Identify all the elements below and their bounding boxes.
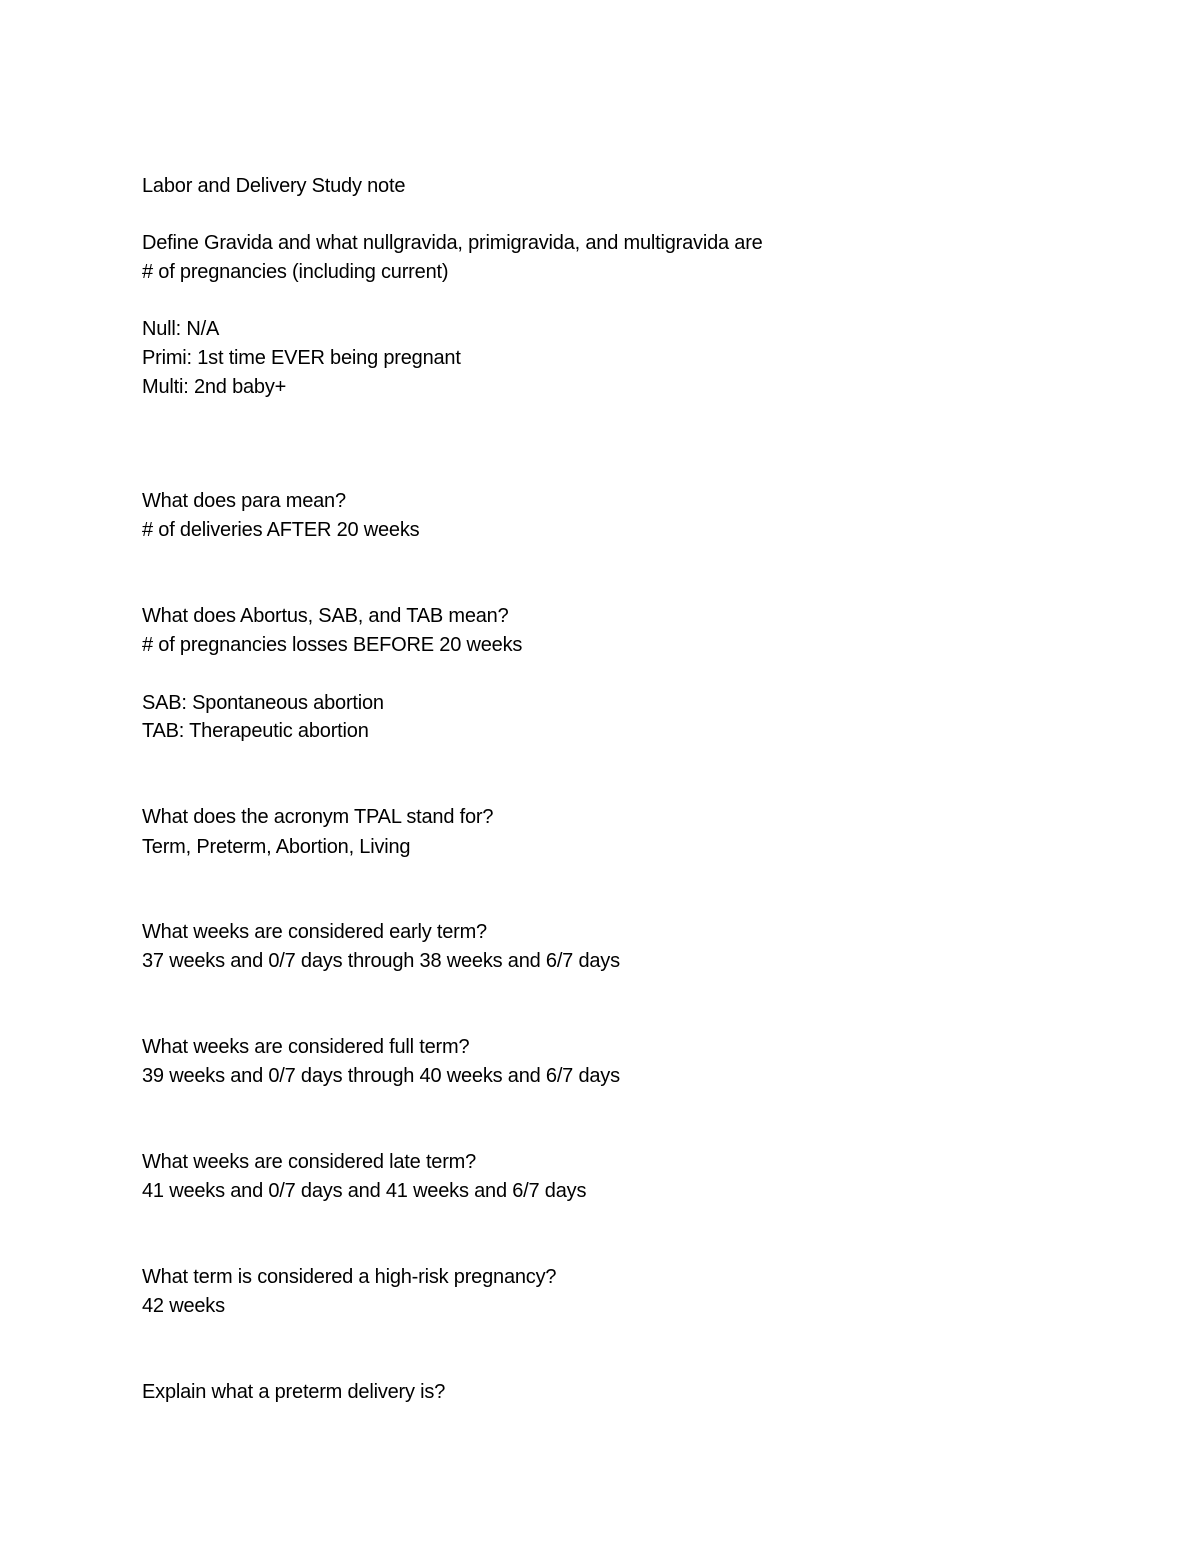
answer-high-risk: 42 weeks <box>142 1295 225 1317</box>
answer-abortus: # of pregnancies losses BEFORE 20 weeks <box>142 634 523 656</box>
answer-tpal: Term, Preterm, Abortion, Living <box>142 836 411 858</box>
answer-multi: Multi: 2nd baby+ <box>142 376 287 398</box>
question-preterm: Explain what a preterm delivery is? <box>142 1381 446 1403</box>
answer-late-term: 41 weeks and 0/7 days and 41 weeks and 6/7 days <box>142 1180 587 1202</box>
answer-tab: TAB: Therapeutic abortion <box>142 720 369 742</box>
answer-null: Null: N/A <box>142 318 220 340</box>
answer-gravida: # of pregnancies (including current) <box>142 261 449 283</box>
answer-full-term: 39 weeks and 0/7 days through 40 weeks and 6/7 days <box>142 1065 620 1087</box>
question-gravida: Define Gravida and what nullgravida, primigravida, and multigravida are <box>142 232 763 254</box>
question-tpal: What does the acronym TPAL stand for? <box>142 806 494 828</box>
answer-primi: Primi: 1st time EVER being pregnant <box>142 347 461 369</box>
question-high-risk: What term is considered a high-risk pregnancy? <box>142 1266 557 1288</box>
question-early-term: What weeks are considered early term? <box>142 921 487 943</box>
question-full-term: What weeks are considered full term? <box>142 1036 470 1058</box>
document-title: Labor and Delivery Study note <box>142 175 406 197</box>
question-para: What does para mean? <box>142 490 346 512</box>
answer-sab: SAB: Spontaneous abortion <box>142 692 384 714</box>
answer-early-term: 37 weeks and 0/7 days through 38 weeks and 6/7 days <box>142 950 620 972</box>
question-late-term: What weeks are considered late term? <box>142 1151 477 1173</box>
question-abortus: What does Abortus, SAB, and TAB mean? <box>142 605 509 627</box>
answer-para: # of deliveries AFTER 20 weeks <box>142 519 420 541</box>
